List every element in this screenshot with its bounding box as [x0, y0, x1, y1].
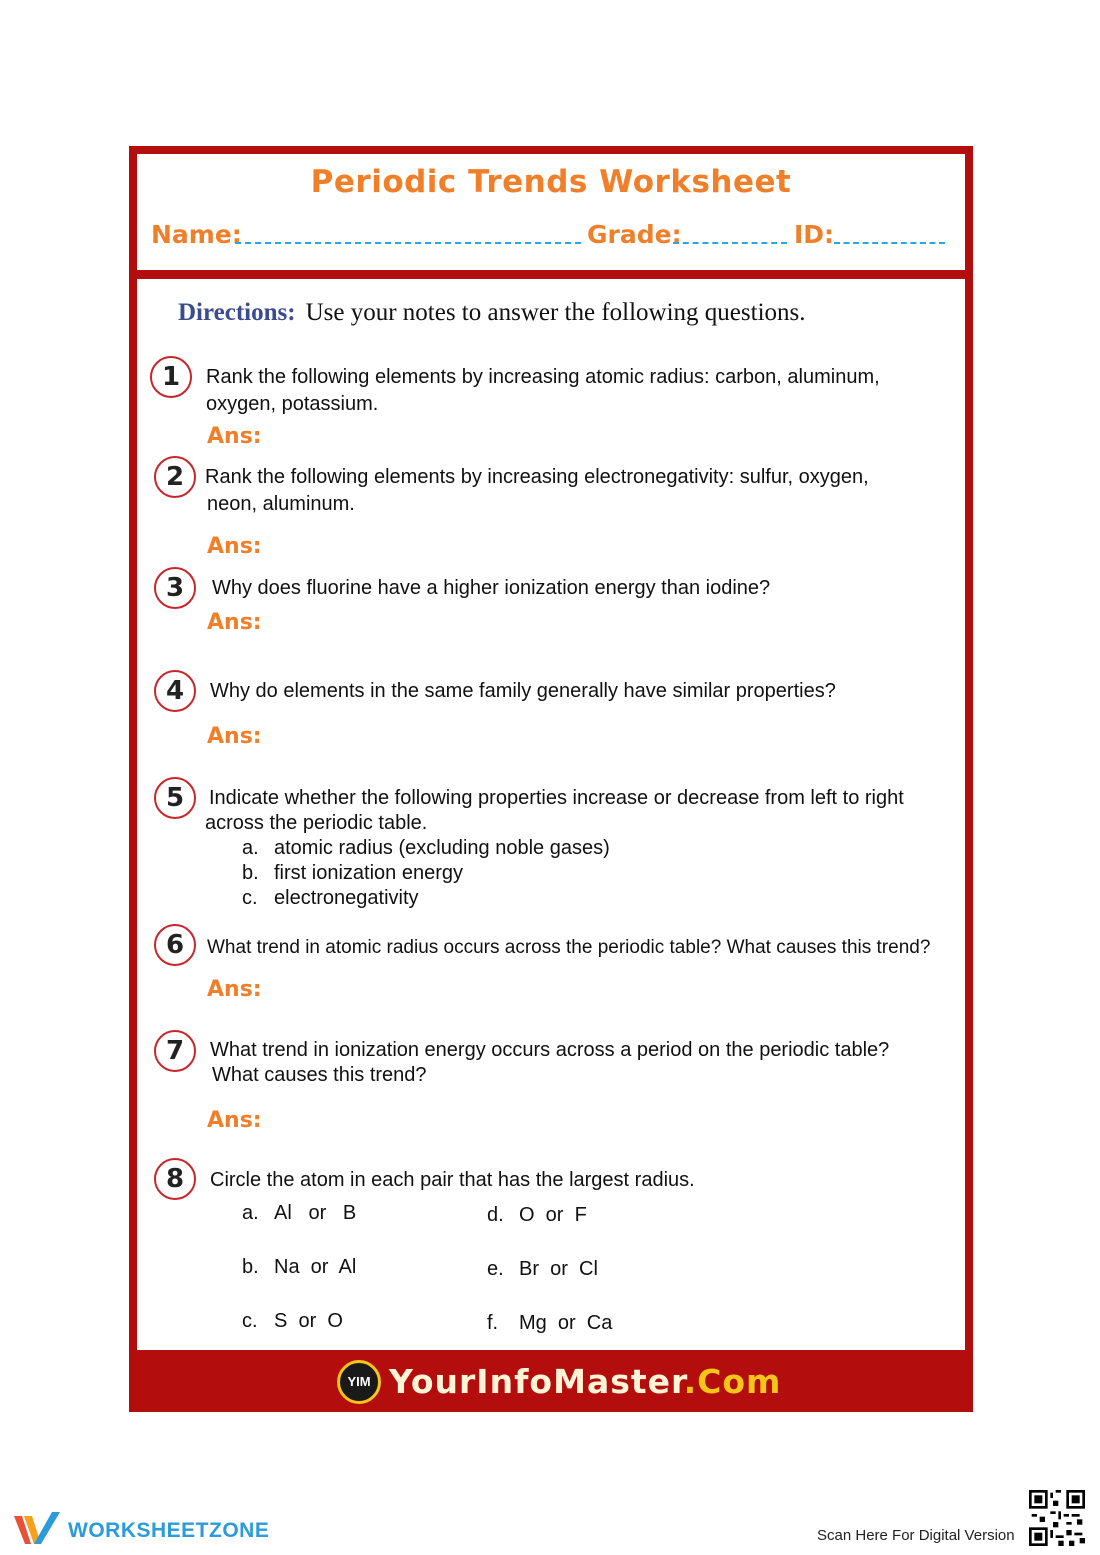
- item-letter: c.: [242, 887, 258, 909]
- site-name-accent: .Com: [683, 1362, 782, 1401]
- question-2-line-2: neon, aluminum.: [207, 493, 355, 515]
- pair-text: Mg or Ca: [519, 1312, 613, 1334]
- pair-a: [242, 1202, 356, 1225]
- question-number-2: 2: [154, 456, 196, 498]
- item-text: first ionization energy: [274, 862, 463, 884]
- question-7-line-1: What trend in ionization energy occurs across a period on the periodic table?: [210, 1039, 890, 1061]
- question-number-1: 1: [150, 356, 192, 398]
- worksheet-header: [137, 154, 965, 270]
- grade-label: Grade:: [587, 220, 682, 249]
- question-3-line-1: Why does fluorine have a higher ionization energy than iodine?: [212, 577, 771, 599]
- question-1-line-1: Rank the following elements by increasing atomic radius: carbon, aluminum,: [206, 366, 880, 388]
- pair-text: O or F: [519, 1204, 587, 1226]
- question-8-line-1: Circle the atom in each pair that has the largest radius.: [210, 1169, 695, 1191]
- question-5-text: [205, 786, 904, 836]
- question-8-text: [210, 1167, 695, 1194]
- question-2-line-1: Rank the following elements by increasing electronegativity: sulfur, oxygen,: [205, 466, 869, 488]
- pair-letter: a.: [242, 1202, 259, 1224]
- pair-f: [487, 1312, 612, 1335]
- item-letter: b.: [242, 862, 259, 884]
- pair-text: Br or Cl: [519, 1258, 598, 1280]
- pair-text: Na or Al: [274, 1256, 357, 1278]
- pair-letter: b.: [242, 1256, 259, 1278]
- question-4-text: [210, 678, 836, 705]
- answer-label-3: Ans:: [207, 610, 262, 635]
- question-5-item-b: [242, 862, 463, 885]
- site-name-main: YourInfoMaster: [389, 1362, 684, 1401]
- question-5-line-2: across the periodic table.: [205, 812, 428, 834]
- id-label: ID:: [794, 220, 835, 249]
- question-2-text: [205, 464, 869, 518]
- question-5-item-c: [242, 887, 419, 910]
- pair-letter: f.: [487, 1312, 499, 1334]
- question-number-6: 6: [154, 924, 196, 966]
- yim-logo-icon: YIM: [337, 1360, 381, 1404]
- pair-letter: c.: [242, 1310, 258, 1332]
- question-number-7: 7: [154, 1030, 196, 1072]
- question-5-line-1: Indicate whether the following properties increase or decrease from left to right: [209, 787, 904, 809]
- footer-banner: [137, 1352, 965, 1410]
- pair-e: [487, 1258, 598, 1281]
- question-7-text: [210, 1038, 889, 1088]
- question-number-4: 4: [154, 670, 196, 712]
- pair-text: Al or B: [274, 1202, 357, 1224]
- directions: [178, 299, 806, 327]
- pair-letter: d.: [487, 1204, 504, 1226]
- answer-label-4: Ans:: [207, 724, 262, 749]
- question-1-text: [206, 364, 880, 418]
- name-label: Name:: [151, 220, 242, 249]
- worksheet-content: [137, 279, 965, 1350]
- item-text: electronegativity: [274, 887, 419, 909]
- id-field[interactable]: [834, 242, 945, 244]
- worksheetzone-brand[interactable]: WORKSHEETZONE: [68, 1519, 270, 1542]
- answer-label-1: Ans:: [207, 424, 262, 449]
- question-1-line-2: oxygen, potassium.: [206, 393, 379, 415]
- pair-text: S or O: [274, 1310, 343, 1332]
- item-text: atomic radius (excluding noble gases): [274, 837, 610, 859]
- directions-label: Directions:: [178, 299, 296, 326]
- directions-text: Use your notes to answer the following questions.: [305, 299, 806, 326]
- answer-label-7: Ans:: [207, 1108, 262, 1133]
- worksheetzone-logo-icon: [14, 1512, 62, 1548]
- question-5-item-a: [242, 837, 610, 860]
- pair-b: [242, 1256, 356, 1279]
- question-number-8: 8: [154, 1158, 196, 1200]
- pair-c: [242, 1310, 343, 1333]
- question-3-text: [212, 575, 770, 602]
- worksheet-title: Periodic Trends Worksheet: [310, 164, 792, 200]
- qr-code-icon[interactable]: [1029, 1490, 1085, 1546]
- scan-text: Scan Here For Digital Version: [817, 1527, 1015, 1544]
- question-number-3: 3: [154, 567, 196, 609]
- question-4-line-1: Why do elements in the same family generally have similar properties?: [210, 680, 836, 702]
- question-number-5: 5: [154, 777, 196, 819]
- answer-label-2: Ans:: [207, 534, 262, 559]
- footer-site-name[interactable]: [389, 1362, 781, 1401]
- question-6-line-1: What trend in atomic radius occurs across the periodic table? What causes this trend?: [207, 937, 931, 958]
- pair-d: [487, 1204, 587, 1227]
- answer-label-6: Ans:: [207, 977, 262, 1002]
- name-field[interactable]: [235, 242, 581, 244]
- item-letter: a.: [242, 837, 259, 859]
- grade-field[interactable]: [673, 242, 787, 244]
- pair-letter: e.: [487, 1258, 504, 1280]
- question-7-line-2: What causes this trend?: [212, 1064, 427, 1086]
- question-6-text: [207, 934, 930, 961]
